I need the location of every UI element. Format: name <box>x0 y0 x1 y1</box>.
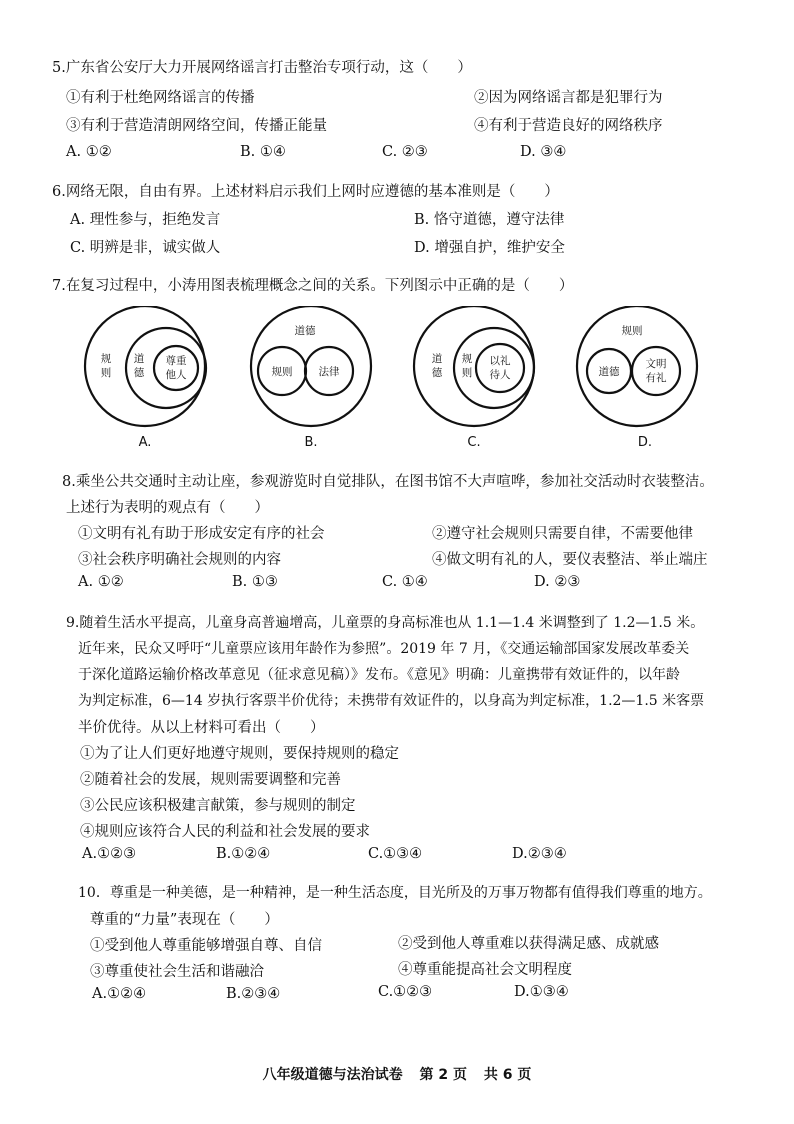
diagram-a-middle-2: 德 <box>133 367 145 379</box>
venn-diagrams <box>0 306 794 456</box>
diagram-b-letter: B. <box>304 435 318 450</box>
question-5-choice-c: C. ②③ <box>382 144 428 160</box>
question-10-option-3: ③尊重使社会生活和谐融洽 <box>90 964 264 980</box>
question-6-choice-a: A. 理性参与，拒绝发言 <box>70 212 221 228</box>
footer-page-number: 第 2 页 <box>419 1067 467 1083</box>
question-8-stem-cont: 上述行为表明的观点有（ ） <box>66 500 269 516</box>
diagram-b-outer: 道德 <box>294 325 316 337</box>
question-5-option-3: ③有利于营造清朗网络空间，传播正能量 <box>66 118 327 134</box>
question-7-stem: 7.在复习过程中，小涛用图表梳理概念之间的关系。下列图示中正确的是（ ） <box>52 278 574 294</box>
question-10-stem: 10．尊重是一种美德，是一种精神，是一种生活态度，目光所及的万事万物都有值得我们尊重的地方。 <box>78 885 712 901</box>
question-6-stem: 6.网络无限，自由有界。上述材料启示我们上网时应遵德的基本准则是（ ） <box>52 184 559 200</box>
question-5-stem: 5.广东省公安厅大力开展网络谣言打击整治专项行动，这（ ） <box>52 60 472 76</box>
question-8-choice-b: B. ①③ <box>232 574 278 590</box>
question-10-choice-b: B.②③④ <box>226 986 281 1002</box>
diagram-a-inner-2: 他人 <box>165 369 187 381</box>
question-9-choice-d: D.②③④ <box>512 846 567 862</box>
question-8-choice-d: D. ②③ <box>534 574 581 590</box>
question-5-choice-a: A. ①② <box>66 144 112 160</box>
question-9-line-5: 半价优待。从以上材料可看出（ ） <box>78 720 325 736</box>
question-10-stem-cont: 尊重的“力量”表现在（ ） <box>90 912 279 928</box>
question-5-option-4: ④有利于营造良好的网络秩序 <box>474 118 663 134</box>
question-8-option-1: ①文明有礼有助于形成安定有序的社会 <box>78 526 325 542</box>
diagram-d-outer: 规则 <box>621 325 643 337</box>
question-10-choice-a: A.①②④ <box>92 986 147 1002</box>
diagram-a-middle-1: 道 <box>133 353 145 365</box>
question-9-option-2: ②随着社会的发展，规则需要调整和完善 <box>80 772 341 788</box>
question-10-option-1: ①受到他人尊重能够增强自尊、自信 <box>90 938 322 954</box>
question-8-choice-a: A. ①② <box>78 574 124 590</box>
diagram-b-right: 法律 <box>318 366 340 378</box>
diagram-a-letter: A. <box>138 435 152 450</box>
diagram-a-outer-2: 则 <box>100 367 112 379</box>
question-10-choice-c: C.①②③ <box>378 984 433 1000</box>
question-5-option-1: ①有利于杜绝网络谣言的传播 <box>66 90 255 106</box>
page-footer <box>0 1064 794 1084</box>
diagram-d-letter: D. <box>637 435 653 450</box>
question-8-option-4: ④做文明有礼的人，要仪表整洁、举止端庄 <box>432 552 708 568</box>
question-8-stem: 8.乘坐公共交通时主动让座，参观游览时自觉排队，在图书馆不大声喧哗，参加社交活动时衣装整洁。 <box>62 474 714 490</box>
question-5-choice-d: D. ③④ <box>520 144 567 160</box>
diagram-a-inner-1: 尊重 <box>165 355 187 367</box>
question-9-line-1: 9.随着生活水平提高，儿童身高普遍增高，儿童票的身高标准也从 1.1—1.4 米调整到了 1.2—1.5 米。 <box>66 615 705 631</box>
diagram-d-left: 道德 <box>598 366 620 378</box>
question-5-option-2: ②因为网络谣言都是犯罪行为 <box>474 90 663 106</box>
question-9-choice-b: B.①②④ <box>216 846 271 862</box>
question-9-option-4: ④规则应该符合人民的利益和社会发展的要求 <box>80 824 370 840</box>
diagram-c-letter: C. <box>467 435 481 450</box>
diagram-d-right-2: 有礼 <box>645 372 667 384</box>
question-5-choice-b: B. ①④ <box>240 144 286 160</box>
diagram-b-left: 规则 <box>271 366 293 378</box>
question-10-choice-d: D.①③④ <box>514 984 569 1000</box>
diagram-a-outer-1: 规 <box>100 353 112 365</box>
question-8-option-2: ②遵守社会规则只需要自律，不需要他律 <box>432 526 693 542</box>
question-9-choice-c: C.①③④ <box>368 846 423 862</box>
question-9-choice-a: A.①②③ <box>82 846 137 862</box>
footer-page-total: 共 6 页 <box>483 1067 532 1083</box>
question-9-line-4: 为判定标准，6—14 岁执行客票半价优待；未携带有效证件的，以身高为判定标准，1.2—1.5 米客票 <box>78 693 705 709</box>
question-10-option-2: ②受到他人尊重难以获得满足感、成就感 <box>398 936 659 952</box>
diagram-c-outer-2: 德 <box>431 367 443 379</box>
question-6-choice-b: B. 恪守道德，遵守法律 <box>414 212 565 228</box>
question-6-choice-c: C. 明辨是非，诚实做人 <box>70 240 221 256</box>
diagram-d-right-1: 文明 <box>645 358 667 370</box>
question-9-line-2: 近年来，民众又呼吁“儿童票应该用年龄作为参照”。2019 年 7 月，《交通运输部国家发展改革委关 <box>78 641 690 657</box>
diagram-c-inner-1: 以礼 <box>489 355 511 367</box>
question-10-option-4: ④尊重能提高社会文明程度 <box>398 962 572 978</box>
question-9-option-1: ①为了让人们更好地遵守规则，要保持规则的稳定 <box>80 746 399 762</box>
diagram-c-inner-2: 待人 <box>489 369 511 381</box>
diagram-c-middle-2: 则 <box>461 367 473 379</box>
footer-title: 八年级道德与法治试卷 <box>262 1067 403 1083</box>
question-8-choice-c: C. ①④ <box>382 574 428 590</box>
question-9-line-3: 于深化道路运输价格改革意见（征求意见稿）》发布。《意见》明确：儿童携带有效证件的，以年龄 <box>78 667 680 683</box>
diagram-c-outer-1: 道 <box>431 353 443 365</box>
question-6-choice-d: D. 增强自护，维护安全 <box>414 240 565 256</box>
diagram-c-middle-1: 规 <box>461 353 473 365</box>
question-8-option-3: ③社会秩序明确社会规则的内容 <box>78 552 281 568</box>
question-9-option-3: ③公民应该积极建言献策，参与规则的制定 <box>80 798 356 814</box>
